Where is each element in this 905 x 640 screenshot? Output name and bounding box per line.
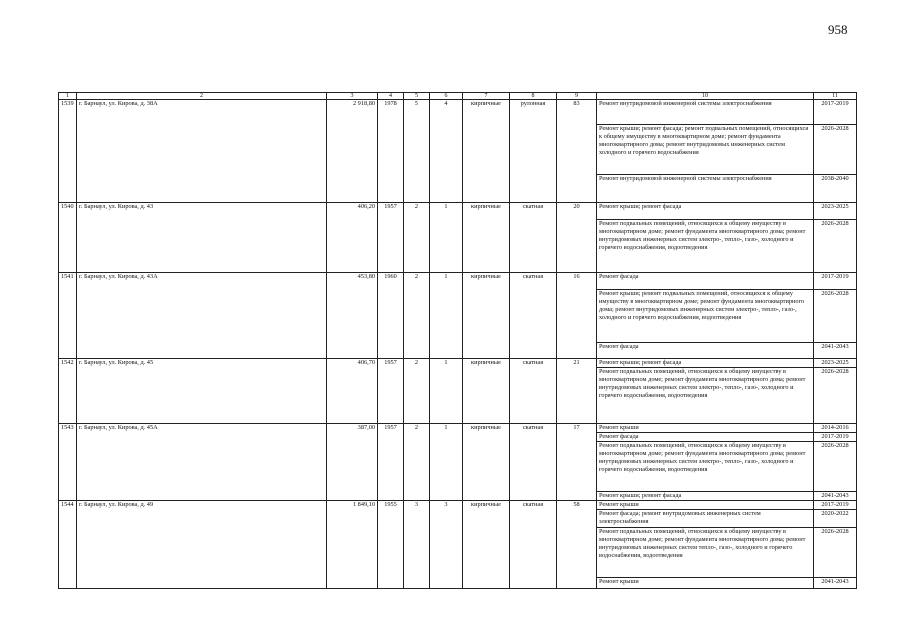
total-area: 387,00: [327, 424, 378, 501]
work-period: 2026-2028: [814, 220, 857, 273]
col-header: 6: [430, 93, 463, 100]
record-number: 1543: [59, 424, 77, 501]
col-header: 8: [510, 93, 557, 100]
work-description: Ремонт крыши: [597, 501, 814, 510]
roof-type: скатная: [510, 424, 557, 501]
wall-material: кирпичные: [463, 501, 510, 589]
entrances-count: 1: [430, 424, 463, 501]
entrances-count: 1: [430, 203, 463, 273]
build-year: 1957: [378, 359, 404, 424]
col-header: 11: [814, 93, 857, 100]
wall-material: кирпичные: [463, 359, 510, 424]
floors-count: 3: [404, 501, 430, 589]
work-description: Ремонт подвальных помещений, относящихся к общему имуществу в многоквартирном доме; ремонт фундамента многоквартирного дома; ремонт внутридомовых инженерных систем электро-, тепло-, газо-, холодного и горячего водоснабжения, водоотведения: [597, 368, 814, 424]
address: г. Барнаул, ул. Кирова, д. 43: [77, 203, 327, 273]
entrances-count: 4: [430, 100, 463, 203]
col-header: 1: [59, 93, 77, 100]
floors-count: 2: [404, 359, 430, 424]
work-description: Ремонт крыши; ремонт фасада: [597, 203, 814, 220]
work-period: 2041-2043: [814, 492, 857, 501]
floors-count: 2: [404, 273, 430, 359]
wall-material: кирпичные: [463, 203, 510, 273]
total-area: 2 918,80: [327, 100, 378, 203]
record-number: 1542: [59, 359, 77, 424]
total-area: 453,80: [327, 273, 378, 359]
wear-percent: 17: [557, 424, 597, 501]
work-description: Ремонт крыши; ремонт фасада; ремонт подвальных помещений, относящихся к общему имуществу в многоквартирном доме; ремонт фундамента многоквартирного дома; ремонт внутридомовых инженерных систем холодного и горячего водоснабжения: [597, 125, 814, 175]
work-description: Ремонт крыши; ремонт подвальных помещений, относящихся к общему имуществу в многоквартирном доме; ремонт фундамента многоквартирного дома; ремонт внутридомовых инженерных систем электро-, тепло-, газо-, холодного и горячего водоснабжения, водоотведения: [597, 290, 814, 343]
work-period: 2038-2040: [814, 175, 857, 203]
col-header: 10: [597, 93, 814, 100]
work-description: Ремонт фасада: [597, 433, 814, 442]
floors-count: 5: [404, 100, 430, 203]
work-description: Ремонт внутридомовой инженерной системы электроснабжения: [597, 100, 814, 125]
wear-percent: 20: [557, 203, 597, 273]
table-row: [59, 273, 857, 290]
build-year: 1957: [378, 203, 404, 273]
table-row: [59, 359, 857, 368]
wall-material: кирпичные: [463, 273, 510, 359]
wear-percent: 83: [557, 100, 597, 203]
work-period: 2041-2043: [814, 343, 857, 359]
work-period: 2017-2019: [814, 273, 857, 290]
col-header: 5: [404, 93, 430, 100]
roof-type: скатная: [510, 501, 557, 589]
roof-type: скатная: [510, 203, 557, 273]
wear-percent: 16: [557, 273, 597, 359]
roof-type: рулонная: [510, 100, 557, 203]
total-area: 1 849,10: [327, 501, 378, 589]
work-period: 2017-2019: [814, 433, 857, 442]
col-header: 4: [378, 93, 404, 100]
total-area: 406,20: [327, 203, 378, 273]
work-description: Ремонт фасада: [597, 273, 814, 290]
work-description: Ремонт фасада; ремонт внутридомовых инженерных систем электроснабжения: [597, 510, 814, 528]
record-number: 1544: [59, 501, 77, 589]
entrances-count: 3: [430, 501, 463, 589]
build-year: 1957: [378, 424, 404, 501]
total-area: 406,70: [327, 359, 378, 424]
work-period: 2017-2019: [814, 100, 857, 125]
address: г. Барнаул, ул. Кирова, д. 43А: [77, 273, 327, 359]
wall-material: кирпичные: [463, 424, 510, 501]
page-number: 958: [828, 22, 848, 37]
roof-type: скатная: [510, 273, 557, 359]
work-description: Ремонт крыши; ремонт фасада: [597, 492, 814, 501]
table-row: [59, 100, 857, 125]
table-row: [59, 501, 857, 510]
work-description: Ремонт подвальных помещений, относящихся к общему имуществу в многоквартирном доме; ремонт фундамента многоквартирного дома; ремонт внутридомовых инженерных систем электро-, тепло-, газо-, холодного и горячего водоснабжения, водоотведения: [597, 220, 814, 273]
work-period: 2026-2028: [814, 528, 857, 578]
work-description: Ремонт внутридомовой инженерной системы электроснабжения: [597, 175, 814, 203]
work-period: 2026-2028: [814, 290, 857, 343]
work-description: Ремонт крыши: [597, 424, 814, 433]
address: г. Барнаул, ул. Кирова, д. 38А: [77, 100, 327, 203]
work-period: 2020-2022: [814, 510, 857, 528]
work-description: Ремонт крыши: [597, 578, 814, 589]
entrances-count: 1: [430, 273, 463, 359]
col-header: 3: [327, 93, 378, 100]
work-period: 2014-2016: [814, 424, 857, 433]
wall-material: кирпичные: [463, 100, 510, 203]
wear-percent: 21: [557, 359, 597, 424]
work-period: 2023-2025: [814, 359, 857, 368]
roof-type: скатная: [510, 359, 557, 424]
build-year: 1978: [378, 100, 404, 203]
col-header: 7: [463, 93, 510, 100]
work-description: Ремонт подвальных помещений, относящихся к общему имуществу в многоквартирном доме; ремонт фундамента многоквартирного дома; ремонт внутридомовых инженерных систем электро-, тепло-, газо-, холодного и горячего водоснабжения, водоотведения: [597, 442, 814, 492]
table-row: [59, 424, 857, 433]
table-row: [59, 203, 857, 220]
entrances-count: 1: [430, 359, 463, 424]
build-year: 1955: [378, 501, 404, 589]
work-period: 2041-2043: [814, 578, 857, 589]
work-description: Ремонт подвальных помещений, относящихся к общему имуществу в многоквартирном доме; ремонт фундамента многоквартирного дома; ремонт внутридомовых инженерных систем тепло-, газо-, холодного и горячего водоснабжения, водоотведения: [597, 528, 814, 578]
address: г. Барнаул, ул. Кирова, д. 45: [77, 359, 327, 424]
col-header: 9: [557, 93, 597, 100]
column-numbers-row: [59, 93, 857, 100]
record-number: 1540: [59, 203, 77, 273]
build-year: 1960: [378, 273, 404, 359]
col-header: 2: [77, 93, 327, 100]
record-number: 1539: [59, 100, 77, 203]
work-period: 2026-2028: [814, 368, 857, 424]
work-period: 2026-2028: [814, 125, 857, 175]
work-period: 2023-2025: [814, 203, 857, 220]
floors-count: 2: [404, 203, 430, 273]
work-period: 2017-2019: [814, 501, 857, 510]
record-number: 1541: [59, 273, 77, 359]
work-period: 2026-2028: [814, 442, 857, 492]
repair-schedule-table: [58, 92, 857, 589]
floors-count: 2: [404, 424, 430, 501]
wear-percent: 58: [557, 501, 597, 589]
address: г. Барнаул, ул. Кирова, д. 49: [77, 501, 327, 589]
address: г. Барнаул, ул. Кирова, д. 45А: [77, 424, 327, 501]
work-description: Ремонт фасада: [597, 343, 814, 359]
work-description: Ремонт крыши; ремонт фасада: [597, 359, 814, 368]
